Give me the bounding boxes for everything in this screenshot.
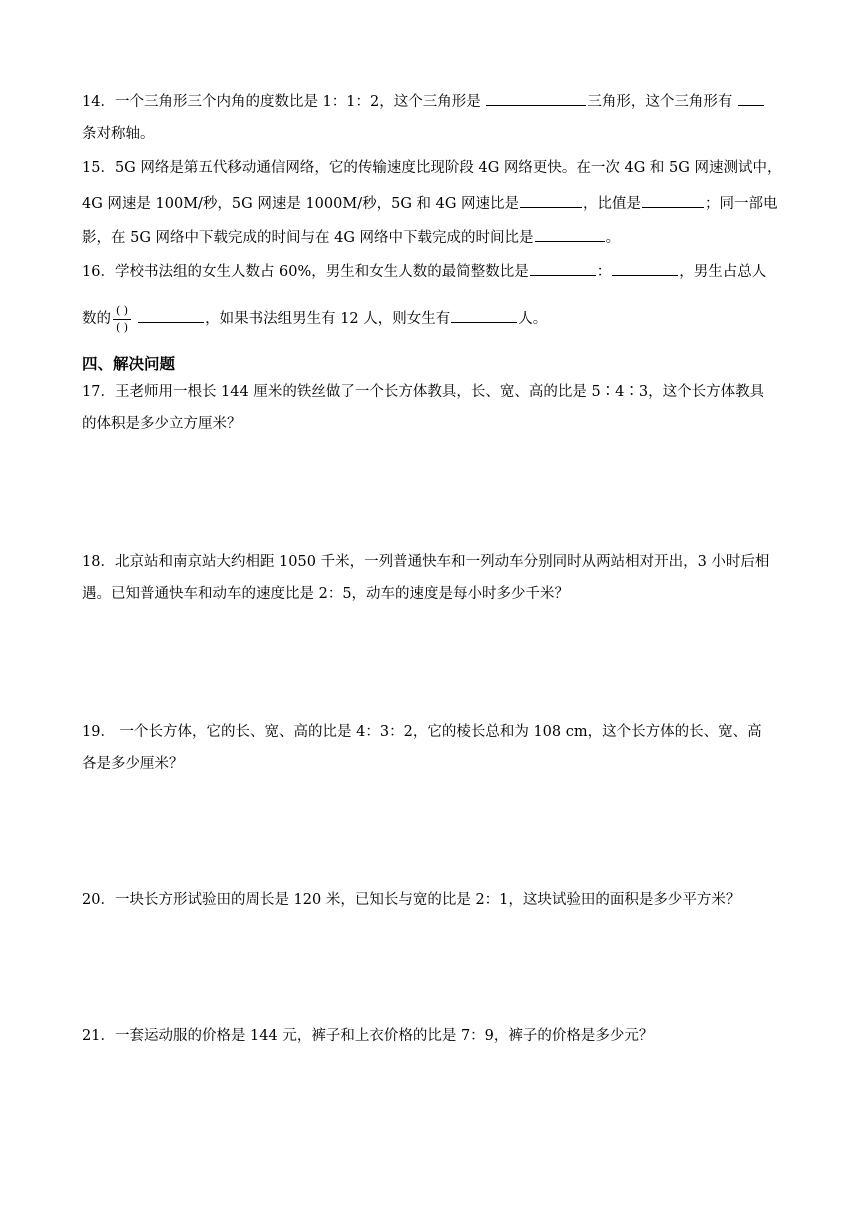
question-16-line-1 xyxy=(82,260,766,282)
question-18-line-1 xyxy=(82,552,769,572)
question-14-line-2 xyxy=(82,124,155,144)
q16-fraction-blank[interactable] xyxy=(113,305,131,334)
fraction-bar xyxy=(113,319,131,320)
q16-blank-boys[interactable] xyxy=(530,260,596,276)
q16-text-1a: 16．学校书法组的女生人数占 60%，男生和女生人数的最简整数比是 xyxy=(82,264,529,280)
q14-text-a: 14．一个三角形三个内角的度数比是 1：1：2，这个三角形是 xyxy=(82,94,486,110)
question-17-line-1 xyxy=(82,382,764,402)
q16-text-2b: ，如果书法组男生有 12 人，则女生有 xyxy=(205,311,451,327)
q17-text-1: 17．王老师用一根长 144 厘米的铁丝做了一个长方体教具，长、宽、高的比是 5∶4∶3，这个长方体教具 xyxy=(82,384,765,400)
question-16-line-2 xyxy=(82,302,547,336)
section-4-heading: 四、解决问题 xyxy=(82,355,176,373)
q16-blank-girls[interactable] xyxy=(612,260,678,276)
q18-text-1: 18．北京站和南京站大约相距 1050 千米，一列普通快车和一列动车分别同时从两站相对开出，3 小时后相 xyxy=(82,554,770,570)
question-20-line-1 xyxy=(82,890,740,910)
q18-text-2: 遇。已知普通快车和动车的速度比是 2：5，动车的速度是每小时多少千米？ xyxy=(82,586,570,602)
q16-text-1c: ，男生占总人 xyxy=(679,264,767,280)
q16-text-1b: ： xyxy=(596,264,612,280)
q15-text-1: 15．5G 网络是第五代移动通信网络，它的传输速度比现阶段 4G 网络更快。在一次 4G 和 5G 网速测试中， xyxy=(82,160,782,176)
q19-text-1: 19． 一个长方体，它的长、宽、高的比是 4：3：2，它的棱长总和为 108 cm，这个长方体的长、宽、高 xyxy=(82,724,762,740)
question-17-line-2 xyxy=(82,414,242,434)
q14-text-b: 三角形，这个三角形有 xyxy=(587,94,737,110)
question-19-line-1 xyxy=(82,722,762,742)
q20-text-1: 20．一块长方形试验田的周长是 120 米，已知长与宽的比是 2：1，这块试验田的面积是多少平方米？ xyxy=(82,892,741,908)
question-19-line-2 xyxy=(82,754,184,774)
q15-text-2a: 4G 网速是 100M/秒，5G 网速是 1000M/秒，5G 和 4G 网速比是 xyxy=(82,196,520,212)
q14-blank-symmetry-axes[interactable] xyxy=(738,90,764,106)
q16-blank-fraction-answer[interactable] xyxy=(138,307,204,323)
q15-blank-ratio[interactable] xyxy=(520,192,582,208)
q16-text-2c: 人。 xyxy=(518,311,548,327)
q15-text-3a: 影，在 5G 网络中下载完成的时间与在 4G 网络中下载完成的时间比是 xyxy=(82,230,534,246)
q14-blank-triangle-type[interactable] xyxy=(486,90,586,106)
fraction-numerator: ( ) xyxy=(116,303,129,317)
q16-blank-girls-count[interactable] xyxy=(451,307,517,323)
question-14-line-1 xyxy=(82,90,765,112)
q15-blank-ratio-value[interactable] xyxy=(642,192,704,208)
question-18-line-2 xyxy=(82,584,569,604)
q16-text-2a: 数的 xyxy=(82,311,111,327)
question-15-line-3 xyxy=(82,226,620,248)
question-21-line-1 xyxy=(82,1026,653,1046)
q15-text-2b: ，比值是 xyxy=(583,196,642,212)
q17-text-2: 的体积是多少立方厘米？ xyxy=(82,416,242,432)
q14-text-c: 条对称轴。 xyxy=(82,126,155,142)
q15-blank-time-ratio[interactable] xyxy=(535,226,605,242)
fraction-denominator: ( ) xyxy=(116,320,129,334)
q21-text-1: 21．一套运动服的价格是 144 元，裤子和上衣价格的比是 7：9，裤子的价格是多少元？ xyxy=(82,1028,654,1044)
q15-text-3b: 。 xyxy=(605,230,621,246)
q15-text-2c: ；同一部电 xyxy=(705,196,778,212)
question-15-line-2 xyxy=(82,192,778,214)
question-15-line-1 xyxy=(82,158,781,178)
q19-text-2: 各是多少厘米？ xyxy=(82,756,184,772)
